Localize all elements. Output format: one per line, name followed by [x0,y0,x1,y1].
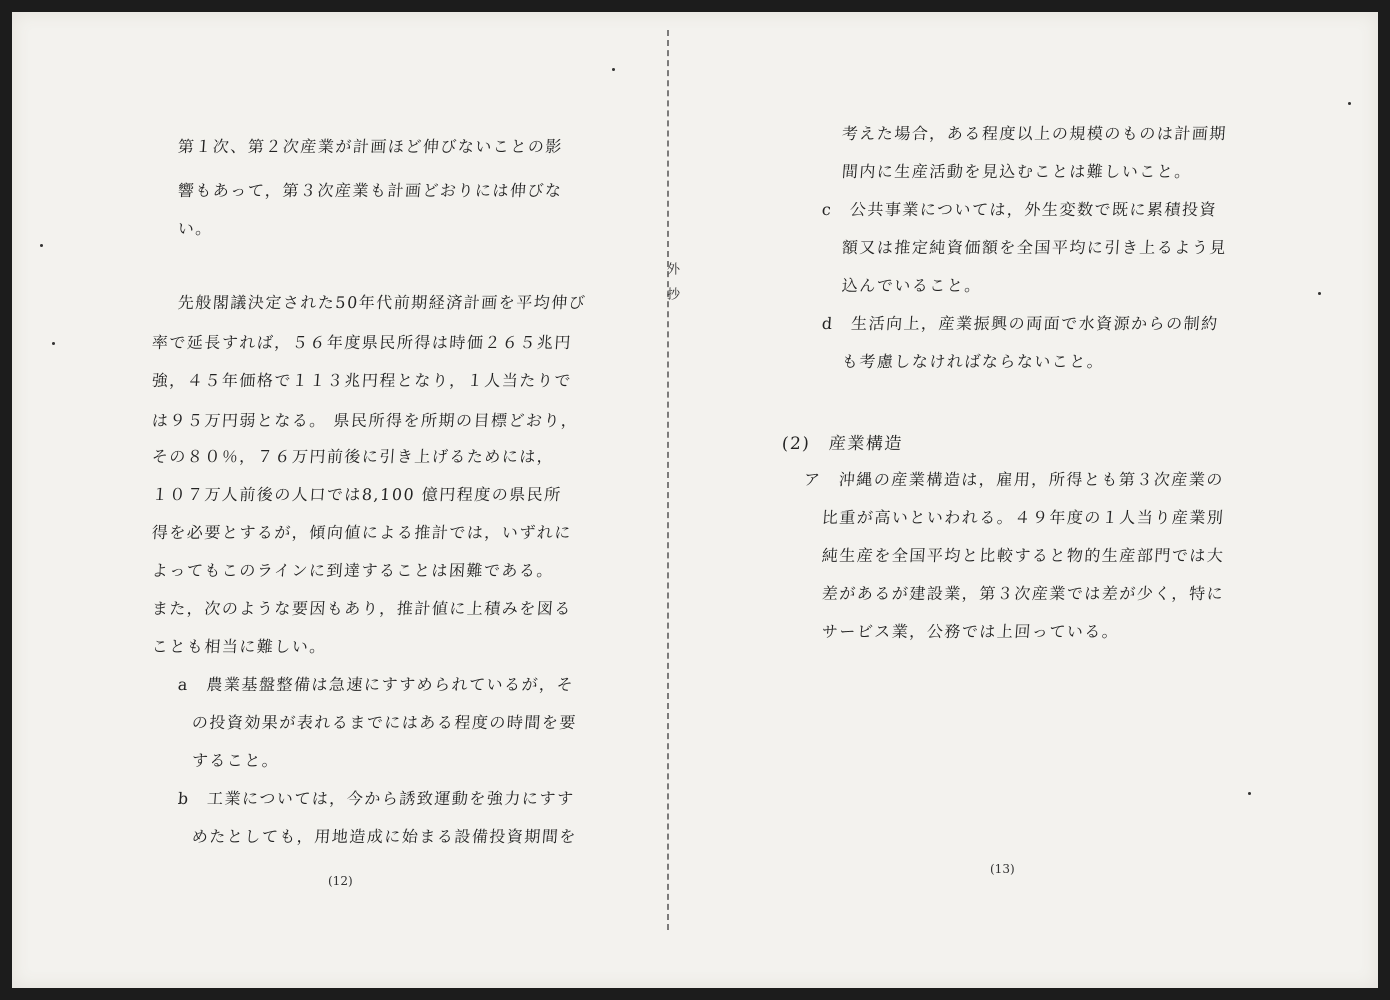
right-line-9: ア 沖縄の産業構造は，雇用，所得とも第３次産業の [803,470,1225,489]
document-sheet [12,12,1378,988]
right-line-2: 間内に生産活動を見込むことは難しいこと。 [841,162,1193,181]
left-line-8: その８０％，７６万円前後に引き上げるためには， [151,447,556,466]
right-line-10: 比重が高いといわれる。４９年度の１人当り産業別 [821,508,1226,527]
left-line-3: い。 [177,219,214,238]
right-line-1: 考えた場合，ある程度以上の規模のものは計画期 [841,124,1228,143]
center-fold-line [667,30,669,930]
left-line-12: また，次のような要因もあり，推計値に上積みを図る [151,599,573,618]
right-line-4: 額又は推定純資価額を全国平均に引き上るよう見 [841,238,1228,257]
left-line-17: b 工業については，今から誘致運動を強力にすす [177,789,576,808]
right-page-number: (13) [990,862,1015,876]
left-page-number: (12) [328,874,353,888]
left-line-16: すること。 [191,751,281,770]
left-line-2: 響もあって，第３次産業も計画どおりには伸びな [177,181,564,200]
right-line-11: 純生産を全国平均と比較すると物的生産部門では大 [821,546,1226,565]
left-line-1: 第１次、第２次産業が計画ほど伸びないことの影 [177,137,564,156]
fold-mark: 外 抄 [664,262,679,305]
left-line-5: 率で延長すれば，５６年度県民所得は時価２６５兆円 [151,333,573,352]
left-line-18: めたとしても，用地造成に始まる設備投資期間を [191,827,578,846]
left-line-14: a 農業基盤整備は急速にすすめられているが，そ [177,675,575,694]
right-line-5: 込んでいること。 [841,276,983,295]
right-line-7: も考慮しなければならないこと。 [841,352,1106,371]
paper-speck [1248,792,1251,795]
left-line-10: 得を必要とするが，傾向値による推計では，いずれに [151,523,573,542]
left-line-9: １０７万人前後の人口では8,100 億円程度の県民所 [151,485,563,504]
left-line-7: は９５万円弱となる。 県民所得を所期の目標どおり， [151,411,580,430]
left-line-15: の投資効果が表れるまでにはある程度の時間を要 [191,713,578,732]
right-line-12: 差があるが建設業，第３次産業では差が少く，特に [821,584,1225,603]
right-line-6: d 生活向上，産業振興の両面で水資源からの制約 [821,314,1220,333]
paper-speck [40,244,43,247]
section-heading-industry-structure: (2) 産業構造 [781,434,904,454]
paper-speck [1348,102,1351,105]
paper-speck [52,342,55,345]
left-line-11: よってもこのラインに到達することは困難である。 [151,561,555,580]
right-line-13: サービス業，公務では上回っている。 [821,622,1121,641]
left-line-6: 強，４５年価格で１１３兆円程となり，１人当たりで [151,371,573,390]
right-line-3: c 公共事業については，外生変数で既に累積投資 [821,200,1218,219]
paper-speck [1318,292,1321,295]
left-line-13: ことも相当に難しい。 [151,637,328,656]
paper-speck [612,68,615,71]
left-line-4: 先般閣議決定された50年代前期経済計画を平均伸び [177,293,587,312]
